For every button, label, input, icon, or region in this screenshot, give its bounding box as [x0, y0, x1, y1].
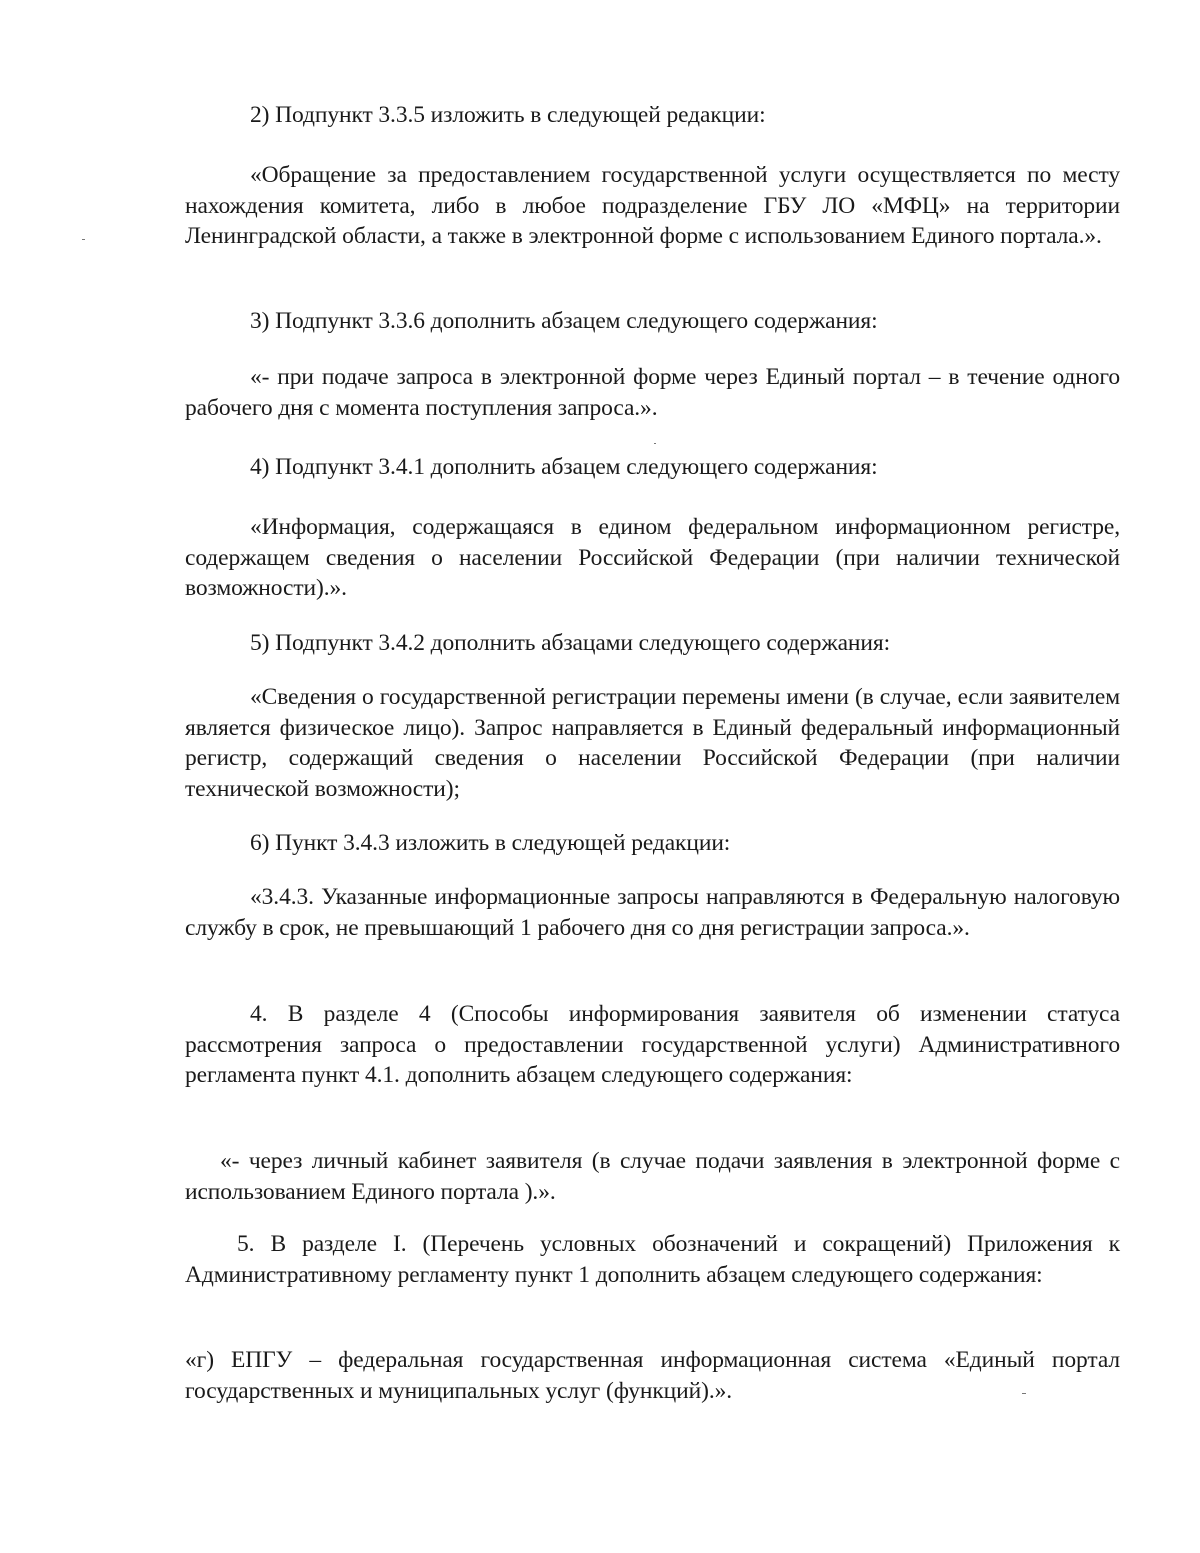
- section-5-paragraph: 5. В разделе I. (Перечень условных обозначений и сокращений) Приложения к Административному регламенту пункт 1 дополнить абзацем следующего содержания:: [185, 1231, 1120, 1288]
- paragraph-4-body: «Информация, содержащаяся в едином федеральном информационном регистре, содержащем сведения о населении Российской Федерации (при наличии технической возможности).».: [185, 514, 1120, 601]
- section-4-quote: «- через личный кабинет заявителя (в случае подачи заявления в электронной форме с использованием Единого портала ).».: [185, 1148, 1120, 1205]
- paragraph-5-body: «Сведения о государственной регистрации перемены имени (в случае, если заявителем является физическое лицо). Запрос направляется в Единый федеральный информационный регистр, содержащий сведения о населении Российской Федерации (при наличии технической возможности);: [185, 684, 1120, 802]
- paragraph-4-heading: 4) Подпункт 3.4.1 дополнить абзацем следующего содержания:: [250, 454, 878, 480]
- section-5-quote: «г) ЕПГУ – федеральная государственная информационная система «Единый портал государственных и муниципальных услуг (функций).».: [185, 1347, 1120, 1404]
- paragraph-6-heading: 6) Пункт 3.4.3 изложить в следующей редакции:: [250, 830, 731, 856]
- paragraph-2-body: «Обращение за предоставлением государственной услуги осуществляется по месту нахождения комитета, либо в любое подразделение ГБУ ЛО «МФЦ» на территории Ленинградской области, а также в электронной форме с использованием Единого портала.».: [185, 162, 1120, 249]
- paragraph-3-body: «- при подаче запроса в электронной форме через Единый портал – в течение одного рабочего дня с момента поступления запроса.».: [185, 364, 1120, 421]
- paragraph-2-heading: 2) Подпункт 3.3.5 изложить в следующей редакции:: [250, 102, 766, 128]
- scan-speck: [82, 239, 85, 240]
- paragraph-5-heading: 5) Подпункт 3.4.2 дополнить абзацами следующего содержания:: [250, 630, 891, 656]
- section-4-paragraph: 4. В разделе 4 (Способы информирования заявителя об изменении статуса рассмотрения запроса о предоставлении государственной услуги) Административного регламента пункт 4.1. дополнить абзацем следующего содержания:: [185, 1001, 1120, 1088]
- paragraph-3-heading: 3) Подпункт 3.3.6 дополнить абзацем следующего содержания:: [250, 308, 878, 334]
- scan-speck: [654, 443, 656, 444]
- scan-speck: [1022, 1393, 1026, 1394]
- paragraph-6-body: «3.4.3. Указанные информационные запросы направляются в Федеральную налоговую службу в срок, не превышающий 1 рабочего дня со дня регистрации запроса.».: [185, 884, 1120, 941]
